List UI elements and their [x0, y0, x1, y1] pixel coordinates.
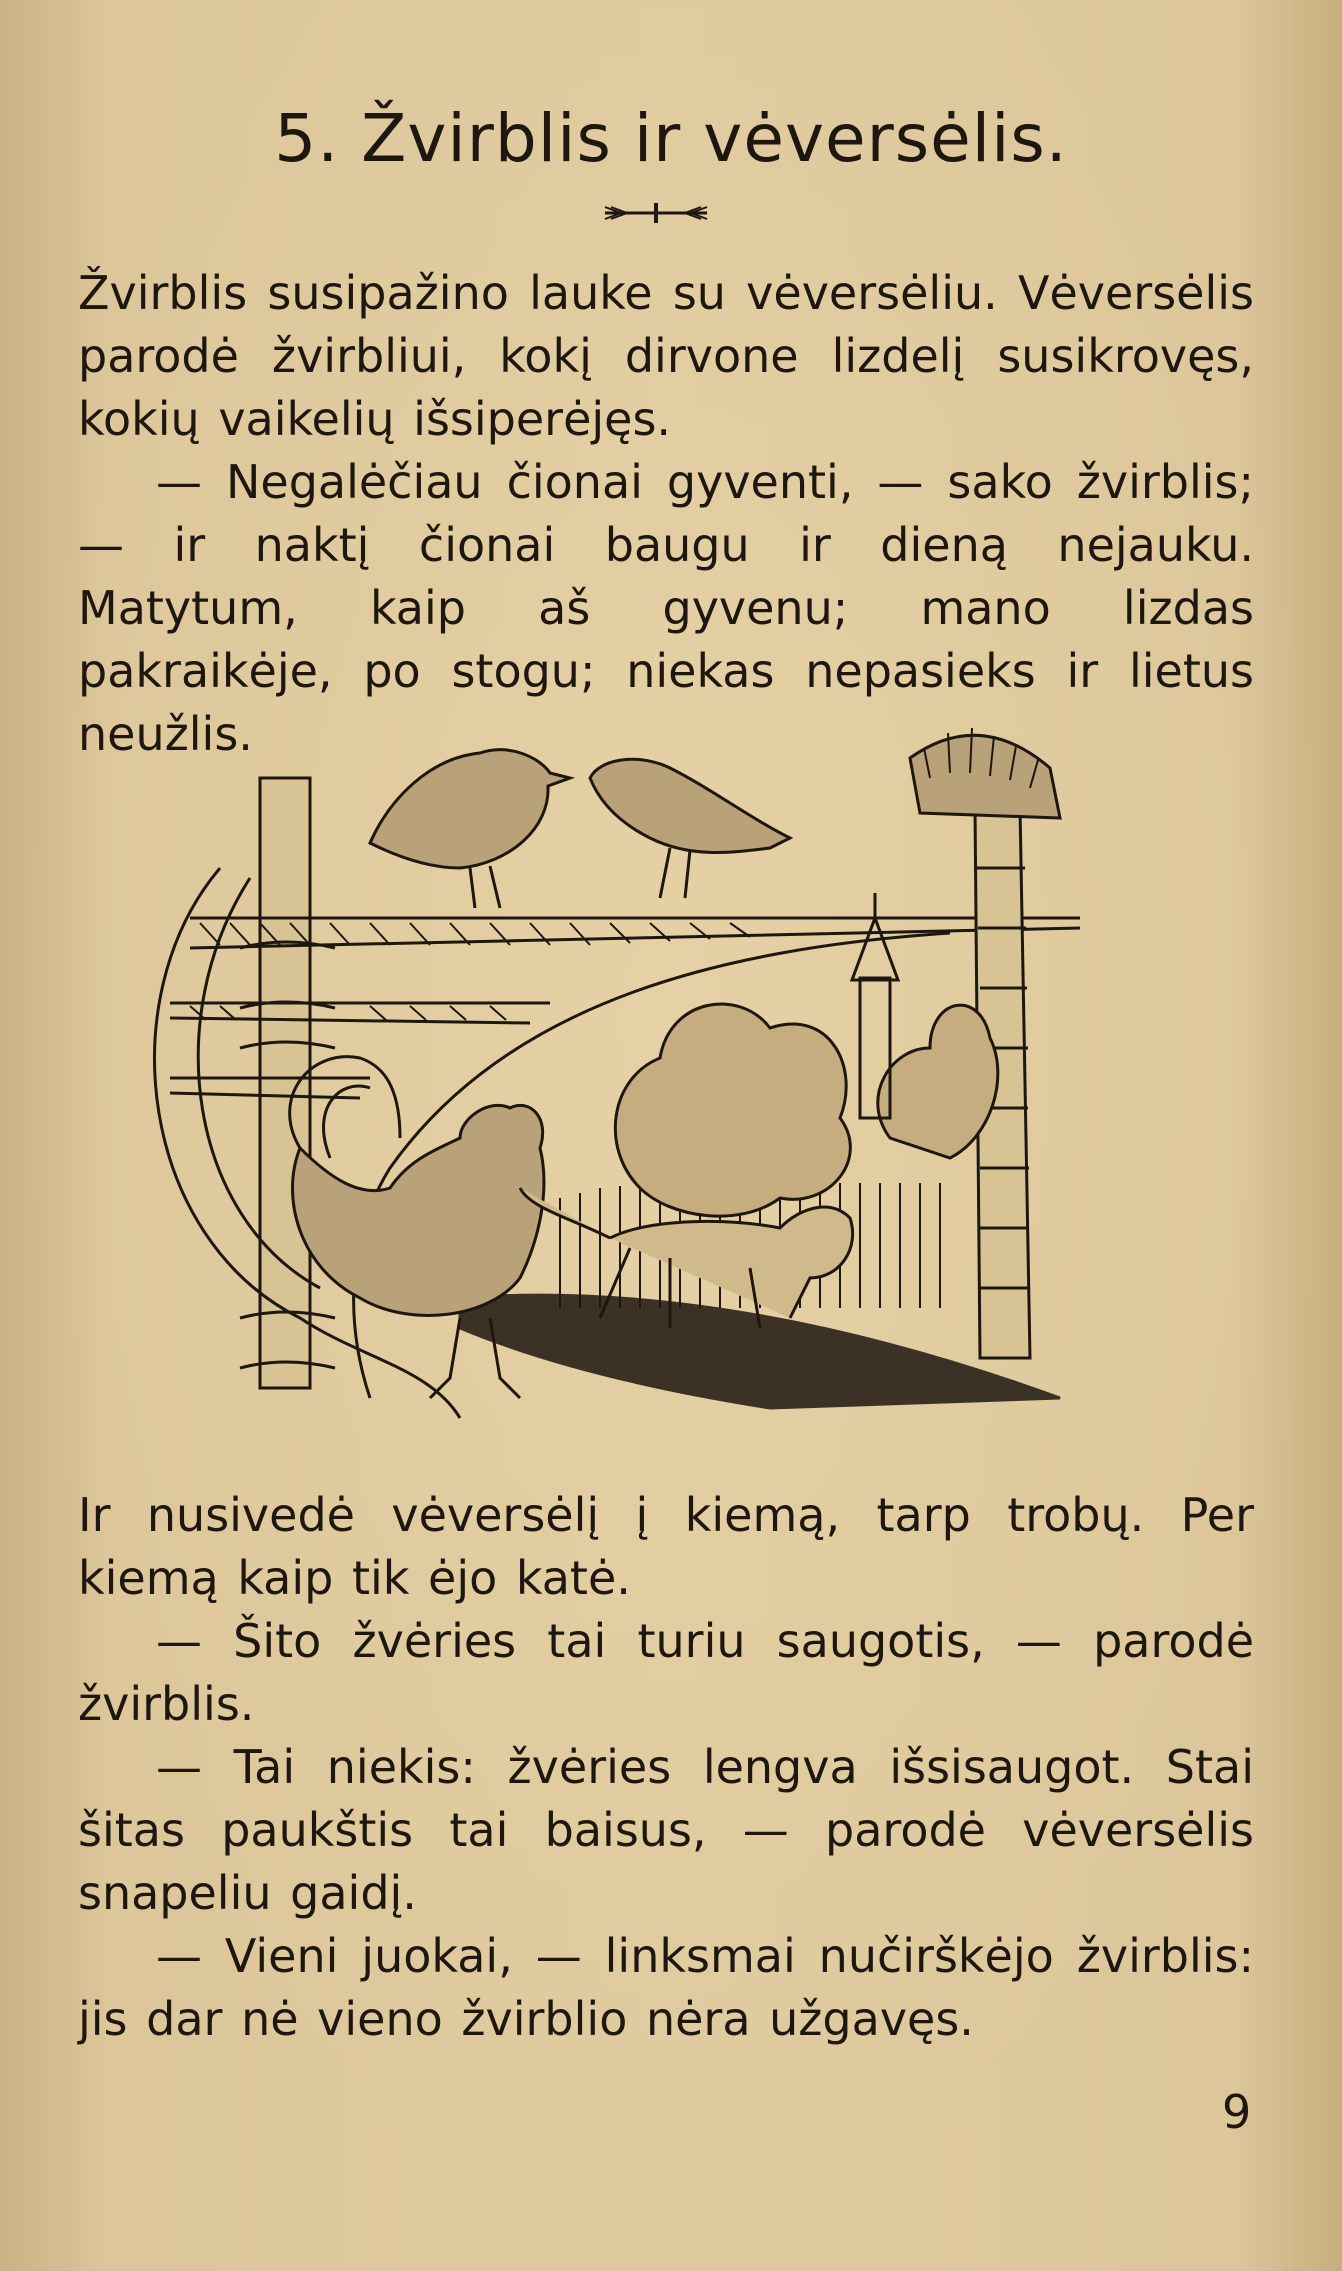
illustration-birds-rooster-cat: [130, 718, 1210, 1458]
paragraph-5: — Tai niekis: žvėries lengva išsisaugot. Stai šitas paukštis tai baisus, — parodė vėversėlis snapeliu gaidį.: [78, 1740, 1254, 1920]
page-number: 9: [1222, 2085, 1252, 2139]
paragraph-6: — Vieni juokai, — linksmai nučirškėjo žvirblis: jis dar nė vieno žvirblio nėra užgavęs.: [78, 1929, 1254, 2046]
paragraph-1: Žvirblis susipažino lauke su vėversėliu. Vėversėlis parodė žvirbliui, kokį dirvone lizdelį susikrovęs, kokių vaikelių išsiperėjęs.: [78, 266, 1254, 446]
chapter-title: 5. Žvirblis ir vėversėlis.: [274, 100, 1068, 177]
paragraph-4: — Šito žvėries tai turiu saugotis, — parodė žvirblis.: [78, 1614, 1254, 1731]
paragraph-3: Ir nusivedė vėversėlį į kiemą, tarp trobų. Per kiemą kaip tik ėjo katė.: [78, 1488, 1254, 1605]
title-ornament: [601, 198, 711, 228]
paragraph-2: — Negalėčiau čionai gyventi, — sako žvirblis; — ir naktį čionai baugu ir dieną nejauku. Matytum, kaip aš gyvenu; mano lizdas pakraikėje, po stogu; niekas nepasieks ir lietus neužlis.: [78, 455, 1254, 761]
